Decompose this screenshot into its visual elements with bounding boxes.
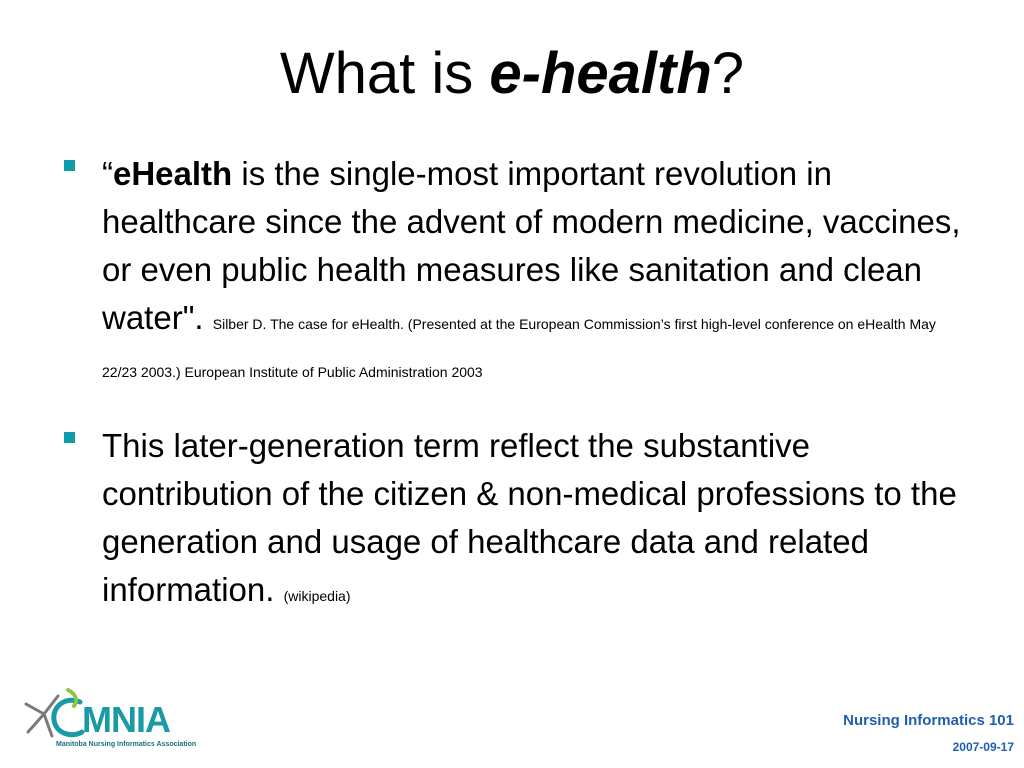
title-suffix: ? <box>711 41 745 106</box>
bullet-text <box>102 150 969 390</box>
open-quote: “ <box>102 155 113 192</box>
bullet-body: This later-generation term reflect the substantive contribution of the citizen & non-medical professions to the generation and usage of healthcare data and related information. <box>102 427 957 608</box>
citation-text: Silber D. The case for eHealth. (Presented at the European Commission’s first high-level conference on eHealth May 22/23 2003.) European Institute of Public Administration 2003 <box>102 316 936 380</box>
title-prefix: What is <box>279 41 490 106</box>
bullet-text <box>102 422 969 620</box>
title-emphasis: e-health <box>489 41 712 106</box>
square-bullet-icon <box>64 160 75 171</box>
bullet-item-later-generation <box>64 422 969 620</box>
footer-title: Nursing Informatics 101 <box>843 712 1014 729</box>
citation-text: (wikipedia) <box>283 588 351 604</box>
slide-title <box>0 38 1024 110</box>
square-bullet-icon <box>64 432 75 443</box>
logo-wordmark: MNIA <box>82 699 170 740</box>
logo-subtitle: Manitoba Nursing Informatics Association <box>56 741 197 748</box>
footer-date: 2007-09-17 <box>952 740 1014 754</box>
mnia-logo <box>22 688 197 754</box>
bold-term: eHealth <box>113 155 233 192</box>
bullet-item-ehealth-quote <box>64 150 969 390</box>
bullet-body: is the single-most important revolution in healthcare since the advent of modern medicine, vaccines, or even public health measures like sanitation and clean water". <box>102 155 961 336</box>
